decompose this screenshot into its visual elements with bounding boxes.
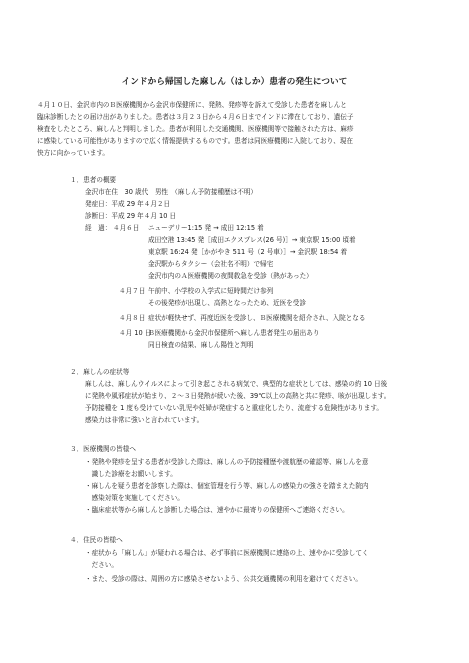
intro-line: ４月１０日、金沢市内のＢ医療機関から金沢市保健所に、発熱、発疹等を訴えて受診した患者を麻しんと [37,101,347,109]
intro-line: に感染している可能性がありますので広く情報提供するものです。患者は同医療機関に入院しており、現在 [37,137,353,145]
onset-date: 発症日：平成 29 年４月２日 [85,200,171,208]
event-detail: ニューデリー1:15 発 → 成田 12:15 着 [148,224,264,232]
event-detail: 東京駅 16:24 発［かがやき 511 号（2 号車）］→ 金沢駅 18:54 着 [148,248,348,256]
symptom-text: 予防接種を 1 度も受けていない乳児や妊婦が発症すると重症化したり、流産する危険性があります。 [85,404,383,412]
resident-notice: ・症状から「麻しん」が疑われる場合は、必ず事前に医療機関に連絡の上、速やかに受診してく [85,549,369,557]
section-4-heading: ４．住民の皆様へ [70,536,123,544]
event-detail: 金沢駅からタクシー（会社名不明）で帰宅 [148,260,274,268]
medical-notice: ・麻しんを疑う患者を診察した際は、個室管理を行う等、麻しんの感染力の強さを踏まえた院内 [85,482,369,490]
medical-notice: 識した診療をお願いします。 [85,470,177,478]
event-date: ４月６日 [113,224,140,232]
symptom-text: 感染力は非常に強いと言われています。 [85,416,204,424]
document-title: インドから帰国した麻しん（はしか）患者の発生について [121,77,348,87]
event-detail: 午前中、小学校の入学式に短時間だけ参列 [148,287,274,295]
event-detail: 症状が軽快せず、再度近医を受診し、Ｂ医療機関を紹介され、入院となる [148,314,366,322]
intro-line: 快方に向かっています。 [37,149,110,157]
section-2-heading: ２．麻しんの症状等 [70,368,130,376]
medical-notice: ・発熱や発疹を呈する患者が受診した際は、麻しんの予防接種歴や渡航歴の確認等、麻しんを意 [85,458,369,466]
patient-profile: 金沢市在住 30 歳代 男性 （麻しん予防接種歴は不明） [85,188,258,196]
section-1-heading: １．患者の概要 [70,176,117,184]
symptom-text: 麻しんは、麻しんウイルスによって引き起こされる病気で、典型的な症状としては、感染の約 10 日後 [85,380,388,388]
diagnosis-date: 診断日：平成 29 年４月 10 日 [85,212,177,220]
resident-notice: ださい。 [85,561,118,569]
intro-line: 検査をしたところ、麻しんと判明しました。患者が利用した交通機関、医療機関等で接触された方は、麻疹 [37,125,354,133]
resident-notice: ・また、受診の際は、周囲の方に感染させないよう、公共交通機関の利用を避けてください。 [85,575,362,583]
event-date: ４月７日 [119,287,146,295]
course-label: 経 過： [85,224,112,232]
event-date: ４月 10 日 [119,329,152,337]
event-detail: Ｂ医療機関から金沢市保健所へ麻しん患者発生の届出あり [148,329,320,337]
medical-notice: ・臨床症状等から麻しんと診断した場合は、速やかに最寄りの保健所へご連絡ください。 [85,506,349,514]
event-detail: 同日検査の結果、麻しん陽性と判明 [148,341,254,349]
event-detail: その後発疹が出現し、高熱となったため、近医を受診 [148,299,306,307]
event-detail: 金沢市内のＡ医療機関の夜間救急を受診（熱があった） [148,272,313,280]
event-date: ４月８日 [119,314,146,322]
section-3-heading: ３．医療機関の皆様へ [70,445,136,453]
symptom-text: に発熱や風邪症状が始まり、２～３日発熱が続いた後、39℃以上の高熱と共に発疹、咳が出現します。 [85,392,391,400]
intro-line: 臨床診断したとの届け出がありました。患者は３月２３日から４月６日までインドに滞在しており、遺伝子 [37,113,354,121]
event-detail: 成田空港 13:45 発［成田エクスプレス(26 号)］→ 東京駅 15:00 頃着 [148,236,356,244]
medical-notice: 感染対策を実施してください。 [85,494,184,502]
